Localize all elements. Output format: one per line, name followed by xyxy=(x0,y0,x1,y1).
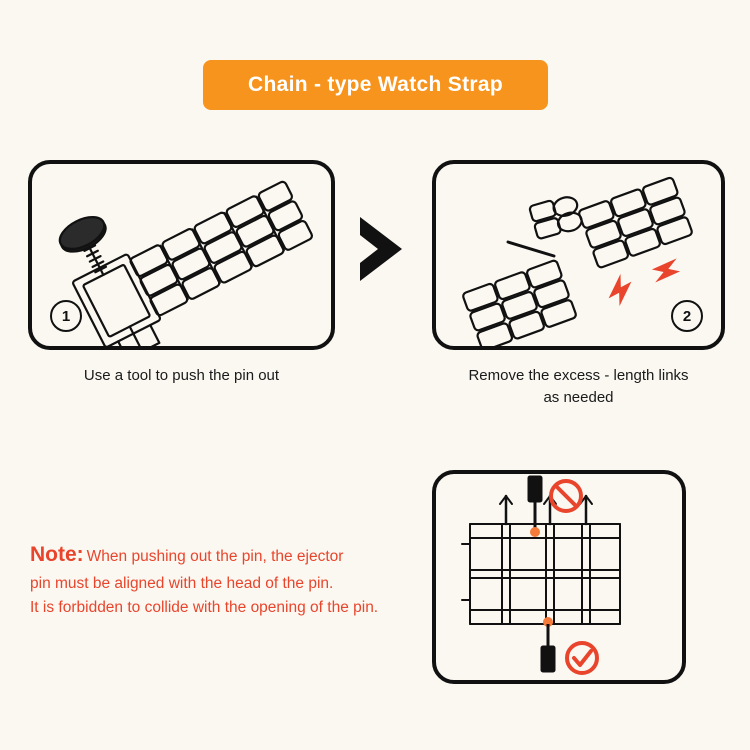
step-1-badge: 1 xyxy=(50,300,82,332)
note-line-1: When pushing out the pin, the ejector xyxy=(86,548,344,565)
prohibition-icon xyxy=(551,481,581,511)
step-2-badge: 2 xyxy=(671,300,703,332)
step-2-panel xyxy=(432,160,725,350)
step-2-caption-line1: Remove the excess - length links xyxy=(468,367,689,384)
step-2-caption xyxy=(425,365,732,409)
pin-alignment-detail-panel xyxy=(432,470,686,684)
check-circle-icon xyxy=(567,643,597,673)
title-banner xyxy=(203,60,548,110)
chevron-right-arrow xyxy=(352,215,414,283)
incorrect-ejector-pin xyxy=(528,476,542,537)
note-label: Note: xyxy=(30,543,84,566)
pin-alignment-illustration xyxy=(436,474,682,680)
note-block xyxy=(30,538,420,621)
step-1-panel xyxy=(28,160,335,350)
note-line-3: It is forbidden to collide with the opening of the pin. xyxy=(30,599,379,617)
step-1-caption: Use a tool to push the pin out xyxy=(83,367,280,384)
correct-ejector-pin xyxy=(541,617,555,672)
step-2-caption-line2: as needed xyxy=(543,388,614,406)
note-line-2: pin must be aligned with the head of the pin. xyxy=(30,574,334,592)
page-title: Chain - type Watch Strap xyxy=(248,73,503,96)
